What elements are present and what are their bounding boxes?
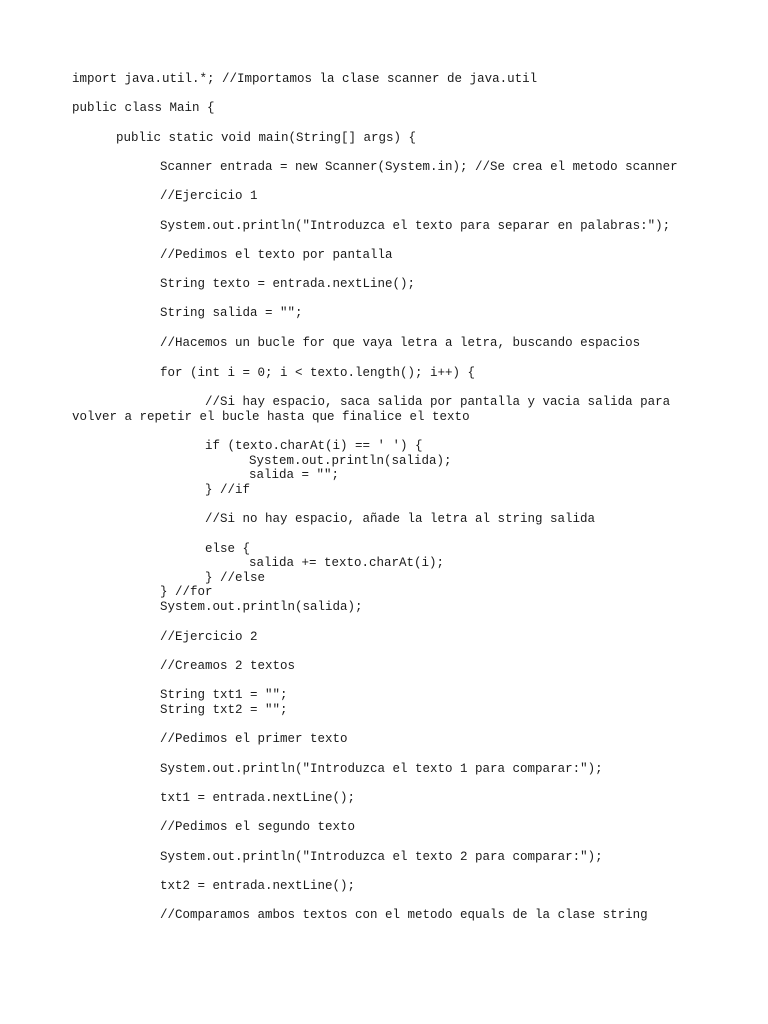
code-line: System.out.println(salida);: [249, 454, 452, 468]
code-line: String salida = "";: [160, 306, 303, 320]
code-line: String txt2 = "";: [160, 703, 288, 717]
comment-line-wrapped: volver a repetir el bucle hasta que finalice el texto: [72, 410, 470, 424]
comment-line: //Hacemos un bucle for que vaya letra a letra, buscando espacios: [160, 336, 641, 350]
else-line: else {: [205, 542, 251, 556]
code-line: System.out.println("Introduzca el texto para separar en palabras:");: [160, 219, 671, 233]
closing-brace-line: } //if: [205, 483, 251, 497]
closing-brace-line: } //else: [205, 571, 266, 585]
code-line: String txt1 = "";: [160, 688, 288, 702]
scanner-line: Scanner entrada = new Scanner(System.in); //Se crea el metodo scanner: [160, 160, 678, 174]
comment-line: //Si hay espacio, saca salida por pantalla y vacia salida para: [205, 395, 671, 409]
import-line: import java.util.*; //Importamos la clase scanner de java.util: [72, 72, 538, 86]
code-line: salida = "";: [249, 468, 340, 482]
class-declaration: public class Main {: [72, 101, 215, 115]
code-line: System.out.println("Introduzca el texto 2 para comparar:");: [160, 850, 603, 864]
for-loop-line: for (int i = 0; i < texto.length(); i++) {: [160, 366, 476, 380]
closing-brace-line: } //for: [160, 585, 213, 599]
code-line: txt1 = entrada.nextLine();: [160, 791, 356, 805]
comment-line: //Creamos 2 textos: [160, 659, 296, 673]
code-line: System.out.println("Introduzca el texto 1 para comparar:");: [160, 762, 603, 776]
comment-line: //Pedimos el segundo texto: [160, 820, 356, 834]
if-line: if (texto.charAt(i) == ' ') {: [205, 439, 423, 453]
code-line: txt2 = entrada.nextLine();: [160, 879, 356, 893]
comment-line: //Pedimos el primer texto: [160, 732, 348, 746]
comment-line: //Si no hay espacio, añade la letra al string salida: [205, 512, 596, 526]
main-method-signature: public static void main(String[] args) {: [116, 131, 417, 145]
code-line: salida += texto.charAt(i);: [249, 556, 445, 570]
code-line: System.out.println(salida);: [160, 600, 363, 614]
code-line: String texto = entrada.nextLine();: [160, 277, 416, 291]
comment-line: //Pedimos el texto por pantalla: [160, 248, 393, 262]
comment-ejercicio-2: //Ejercicio 2: [160, 630, 258, 644]
comment-ejercicio-1: //Ejercicio 1: [160, 189, 258, 203]
comment-line: //Comparamos ambos textos con el metodo equals de la clase string: [160, 908, 648, 922]
